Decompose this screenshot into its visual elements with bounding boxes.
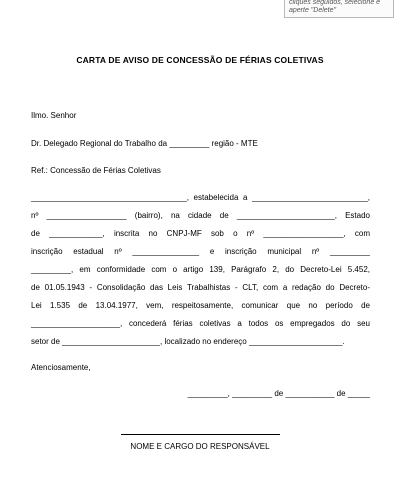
body-line-9: setor de ______________________, localizado no endereço _____________________. — [31, 337, 345, 346]
body-line-5: _________, em conformidade com o artigo 139, Parágrafo 2, do Decreto-Lei 5.452, — [31, 265, 370, 274]
body-line-7: Lei 1.535 de 13.04.1977, vem, respeitosamente, comunicar que no período de — [31, 301, 370, 310]
reference-line: Ref.: Concessão de Férias Coletivas — [31, 166, 161, 175]
place-date-line: _________, _________ de ___________ de _____ — [187, 389, 370, 398]
body-line-6: de 01.05.1943 - Consolidação das Leis Trabalhistas - CLT, com a redação do Decreto- — [31, 283, 370, 292]
instruction-note-line-2: aperte "Delete" — [289, 7, 336, 14]
instruction-note-line-1: cliques seguidos, selecione e — [289, 0, 381, 6]
recipient-line: Dr. Delegado Regional do Trabalho da _________ região - MTE — [31, 139, 258, 148]
body-line-2: nº __________________ (bairro), na cidade de ______________________, Estado — [31, 211, 370, 220]
signature-label: NOME E CARGO DO RESPONSÁVEL — [130, 442, 270, 451]
body-line-8: ____________________, concederá férias coletivas a todos os empregados do seu — [31, 319, 370, 328]
body-line-4: inscrição estadual nº _______________ e inscrição municipal nº _________ — [31, 247, 370, 256]
body-line-1: ___________________________________, estabelecida a __________________________, — [31, 193, 370, 202]
body-line-3: de ____________, inscrita no CNPJ-MF sob o nº __________________, com — [31, 229, 370, 238]
instruction-note — [284, 0, 394, 18]
closing: Atenciosamente, — [31, 363, 91, 372]
salutation: Ilmo. Senhor — [31, 111, 77, 120]
document-title: CARTA DE AVISO DE CONCESSÃO DE FÉRIAS COLETIVAS — [76, 55, 324, 65]
signature-rule — [121, 434, 280, 435]
